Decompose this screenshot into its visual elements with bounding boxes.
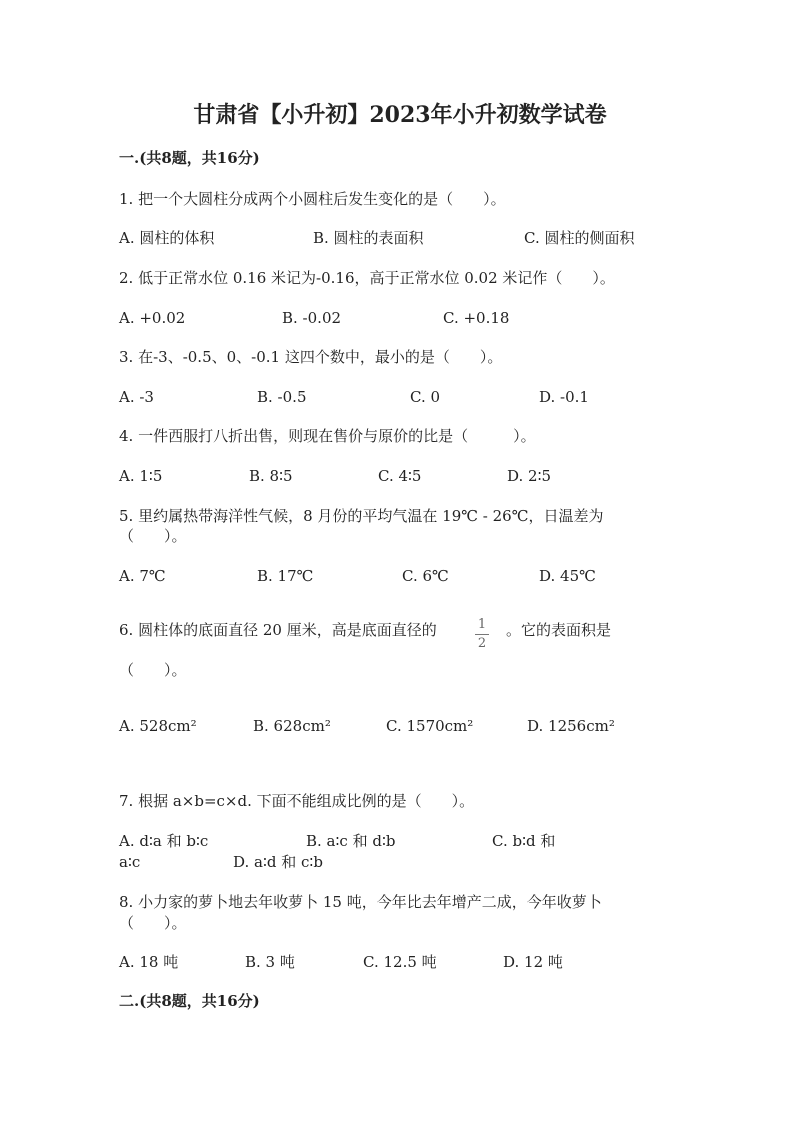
question-3-stem: 3. 在-3、-0.5、0、-0.1 这四个数中，最小的是（ ）。 <box>119 348 503 366</box>
question-2-option-c: C. +0.18 <box>443 309 510 327</box>
question-4-option-c: C. 4∶5 <box>378 467 422 485</box>
question-7-option-c: C. b∶d 和 <box>492 832 556 850</box>
page-title: 甘肃省【小升初】2023年小升初数学试卷 <box>193 102 607 128</box>
question-8-stem-line2: （ ）。 <box>119 914 187 932</box>
question-3-option-b: B. -0.5 <box>257 388 307 406</box>
question-6-stem: 6. 圆柱体的底面直径 20 厘米，高是底面直径的 <box>119 621 437 639</box>
question-8-option-d: D. 12 吨 <box>503 953 563 971</box>
section-heading-2: 二.(共8题，共16分) <box>119 992 260 1010</box>
question-5-option-c: C. 6℃ <box>402 567 449 585</box>
fraction-numerator: 1 <box>477 617 487 632</box>
question-8-stem: 8. 小力家的萝卜地去年收萝卜 15 吨，今年比去年增产二成，今年收萝卜 <box>119 893 602 911</box>
question-7-option-a: A. d∶a 和 b∶c <box>119 832 209 850</box>
question-5-option-a: A. 7℃ <box>119 567 166 585</box>
section-heading-1: 一.(共8题，共16分) <box>119 149 260 167</box>
fraction-denominator: 2 <box>477 636 487 651</box>
question-3-option-a: A. -3 <box>119 388 154 406</box>
question-3-option-c: C. 0 <box>410 388 441 406</box>
question-2-option-a: A. +0.02 <box>119 309 186 327</box>
question-3-option-d: D. -0.1 <box>539 388 589 406</box>
question-6-stem-line2: （ ）。 <box>119 661 187 679</box>
question-6-stem-tail: 。它的表面积是 <box>506 621 612 639</box>
question-5-stem: 5. 里约属热带海洋性气候，8 月份的平均气温在 19℃ - 26℃，日温差为 <box>119 507 604 525</box>
question-6-option-c: C. 1570cm² <box>386 717 474 735</box>
question-2-option-b: B. -0.02 <box>282 309 342 327</box>
question-7-option-b: B. a∶c 和 d∶b <box>306 832 396 850</box>
question-8-option-b: B. 3 吨 <box>245 953 295 971</box>
question-6-option-d: D. 1256cm² <box>527 717 615 735</box>
question-5-stem-line2: （ ）。 <box>119 527 187 545</box>
question-7-option-c-cont: a∶c <box>119 853 141 871</box>
question-2-stem: 2. 低于正常水位 0.16 米记为-0.16，高于正常水位 0.02 米记作（ ）。 <box>119 269 615 287</box>
question-8-option-a: A. 18 吨 <box>119 953 179 971</box>
question-6-option-b: B. 628cm² <box>253 717 331 735</box>
question-5-option-b: B. 17℃ <box>257 567 314 585</box>
question-5-option-d: D. 45℃ <box>539 567 596 585</box>
fraction-one-half <box>474 618 490 651</box>
question-4-option-b: B. 8∶5 <box>249 467 293 485</box>
question-8-option-c: C. 12.5 吨 <box>363 953 437 971</box>
question-7-option-d: D. a∶d 和 c∶b <box>233 853 323 871</box>
question-1-option-a: A. 圆柱的体积 <box>119 229 215 247</box>
question-4-stem: 4. 一件西服打八折出售，则现在售价与原价的比是（ ）。 <box>119 427 536 445</box>
question-1-option-b: B. 圆柱的表面积 <box>313 229 424 247</box>
question-7-stem: 7. 根据 a×b=c×d. 下面不能组成比例的是（ ）。 <box>119 792 475 810</box>
fraction-bar <box>475 634 489 635</box>
question-1-stem: 1. 把一个大圆柱分成两个小圆柱后发生变化的是（ ）。 <box>119 190 506 208</box>
question-1-option-c: C. 圆柱的侧面积 <box>524 229 635 247</box>
question-6-option-a: A. 528cm² <box>119 717 197 735</box>
question-4-option-a: A. 1∶5 <box>119 467 163 485</box>
question-4-option-d: D. 2∶5 <box>507 467 552 485</box>
